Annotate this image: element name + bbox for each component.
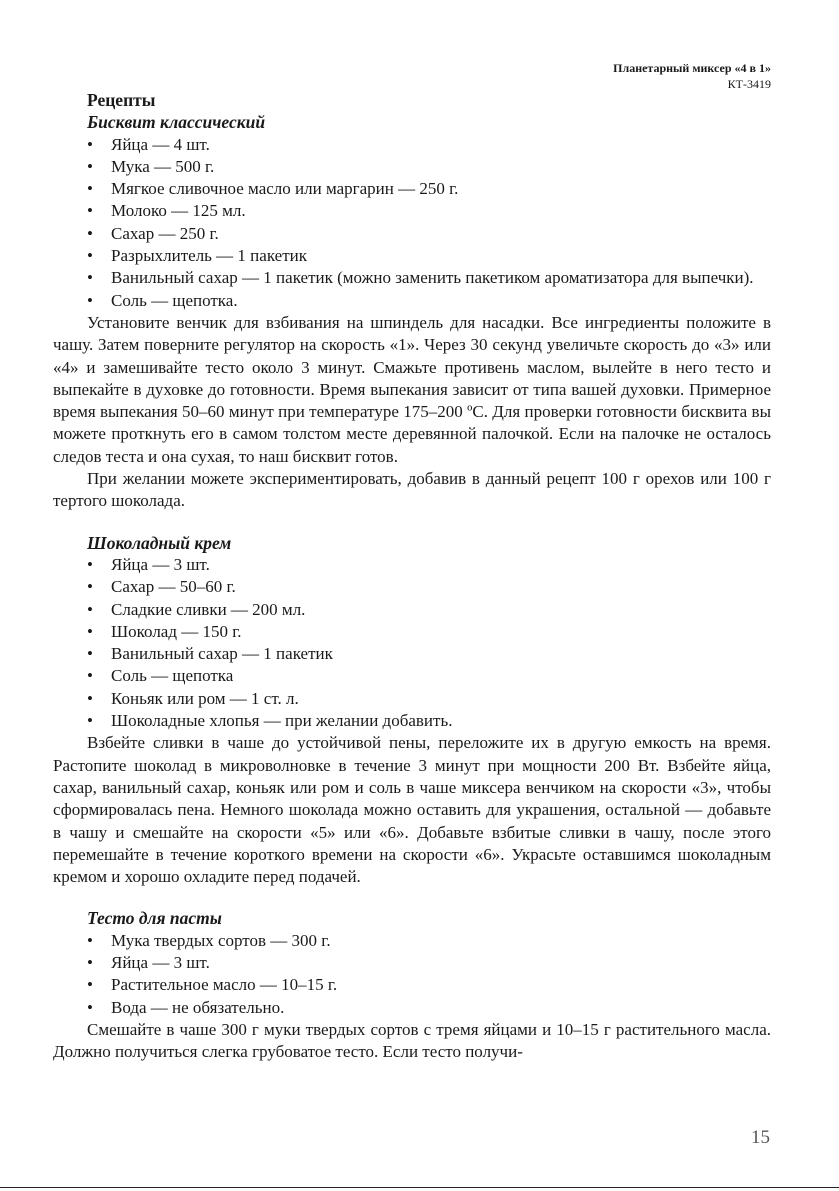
instruction-paragraph: Установите венчик для взбивания на шпиндель для насадки. Все ингредиенты положите в чашу. Затем поверните регулятор на скорость «1». Через 30 секунд увеличьте скорость до «3» или «4» и замешивайте тесто около 3 минут. Смажьте противень маслом, вылейте в него тесто и выпекайте в духовке до готовности. Время выпекания зависит от типа вашей духовки. Примерное время выпекания 50–60 минут при температуре 175–200 ºС. Для проверки готовности бисквита вы можете проткнуть его в самом толстом месте деревянной палочкой. Если на палочке не осталось следов теста и она сухая, то наш бисквит готов. (53, 312, 771, 466)
ingredient-item: • Сахар — 250 г. (87, 223, 771, 245)
ingredient-item: • Разрыхлитель — 1 пакетик (87, 245, 771, 267)
ingredient-item: • Сахар — 50–60 г. (87, 576, 771, 598)
ingredient-item: • Вода — не обязательно. (87, 997, 771, 1019)
instruction-paragraph: При желании можете экспериментировать, добавив в данный рецепт 100 г орехов или 100 г тертого шоколада. (53, 469, 771, 511)
ingredient-item: • Яйца — 3 шт. (87, 952, 771, 974)
page-content (53, 89, 771, 1063)
ingredient-item: • Мягкое сливочное масло или маргарин — 250 г. (87, 178, 771, 200)
recipe-title: Тесто для пасты (87, 908, 222, 929)
ingredient-item: • Соль — щепотка. (87, 290, 771, 312)
product-name: Планетарный миксер «4 в 1» (613, 61, 771, 75)
ingredient-item: • Молоко — 125 мл. (87, 200, 771, 222)
recipe-title: Шоколадный крем (87, 532, 232, 553)
section-title: Рецепты (87, 90, 156, 110)
recipe-title: Бисквит классический (87, 112, 266, 133)
ingredient-item: • Ванильный сахар — 1 пакетик (87, 643, 771, 665)
recipe-sponge-cake (53, 111, 771, 512)
ingredient-item: • Шоколадные хлопья — при желании добавить. (87, 710, 771, 732)
model-number: КТ-3419 (727, 77, 771, 91)
ingredient-list (87, 134, 771, 312)
instruction-paragraph: Взбейте сливки в чаше до устойчивой пены, переложите их в другую емкость на время. Растопите шоколад в микроволновке в течение 3 минут при мощности 200 Вт. Взбейте яйца, сахар, ванильный сахар, коньяк или ром и соль в чаше миксера венчиком на скорости «3», чтобы сформировалась пена. Немного шоколада можно оставить для украшения, остальной — добавьте в чашу и смешайте на скорости «5» или «6». Добавьте взбитые сливки в чашу, после этого перемешайте в течение короткого времени на скорости «6». Украсьте оставшимся шоколадным кремом и хорошо охладите перед подачей. (53, 733, 771, 887)
ingredient-item: • Яйца — 4 шт. (87, 134, 771, 156)
footer-divider (0, 1187, 839, 1188)
ingredient-list (87, 554, 771, 732)
ingredient-item: • Ванильный сахар — 1 пакетик (можно заменить пакетиком ароматизатора для выпечки). (87, 267, 771, 289)
recipe-chocolate-cream (53, 532, 771, 889)
ingredient-item: • Соль — щепотка (87, 665, 771, 687)
page-header (613, 60, 771, 92)
ingredient-item: • Мука твердых сортов — 300 г. (87, 930, 771, 952)
ingredient-item: • Сладкие сливки — 200 мл. (87, 599, 771, 621)
ingredient-item: • Шоколад — 150 г. (87, 621, 771, 643)
ingredient-item: • Коньяк или ром — 1 ст. л. (87, 688, 771, 710)
ingredient-item: • Яйца — 3 шт. (87, 554, 771, 576)
ingredient-list (87, 930, 771, 1019)
instruction-paragraph: Смешайте в чаше 300 г муки твердых сортов с тремя яйцами и 10–15 г растительного масла. Должно получиться слегка грубоватое тесто. Если тесто получи- (53, 1019, 771, 1062)
ingredient-item: • Мука — 500 г. (87, 156, 771, 178)
ingredient-item: • Растительное масло — 10–15 г. (87, 974, 771, 996)
recipe-pasta-dough (53, 907, 771, 1063)
page-number: 15 (751, 1127, 770, 1148)
